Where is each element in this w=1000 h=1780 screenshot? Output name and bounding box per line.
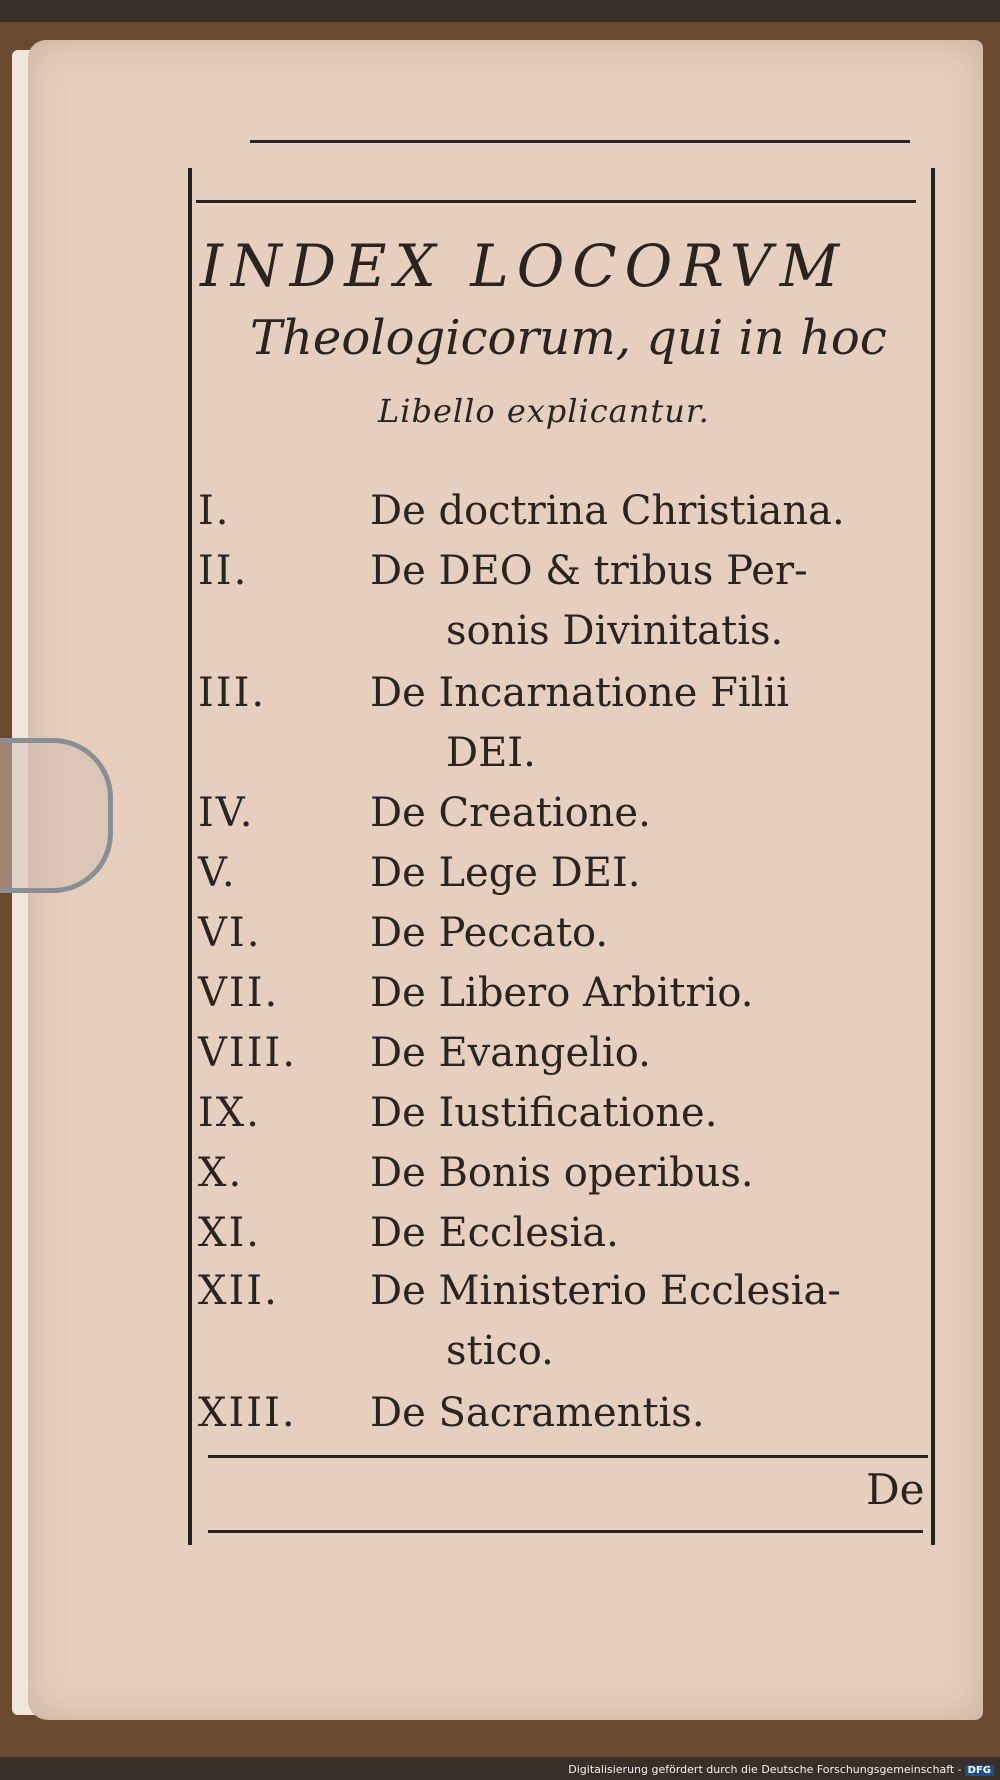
index-entry — [198, 670, 938, 776]
index-entry — [198, 1210, 938, 1268]
index-subtitle: Theologicorum, qui in hoc — [250, 310, 887, 366]
dfg-logo: DFG — [965, 1765, 994, 1776]
entry-number: III. — [198, 670, 267, 716]
index-entry — [198, 488, 938, 546]
index-entry — [198, 1150, 938, 1208]
entry-continuation: stico. — [446, 1328, 554, 1374]
entry-title: De Creatione. — [370, 790, 651, 836]
entry-title: De Lege DEI. — [370, 850, 641, 896]
index-entry — [198, 970, 938, 1028]
index-entry — [198, 1030, 938, 1088]
credit-text: Digitalisierung gefördert durch die Deutsche Forschungsgemeinschaft - — [568, 1763, 962, 1776]
entry-number: V. — [198, 850, 237, 896]
index-entry — [198, 850, 938, 908]
entry-number: VIII. — [198, 1030, 298, 1076]
digitization-credit — [568, 1763, 994, 1776]
index-entry — [198, 790, 938, 848]
entry-number: X. — [198, 1150, 244, 1196]
entry-title: De doctrina Christiana. — [370, 488, 845, 534]
entry-title: De Bonis operibus. — [370, 1150, 754, 1196]
bottom-rule — [208, 1455, 928, 1458]
entry-number: VI. — [198, 910, 262, 956]
index-entry — [198, 548, 938, 654]
book-clasp — [0, 738, 113, 893]
index-entry — [198, 910, 938, 968]
foot-rule — [208, 1530, 923, 1533]
entry-number: XIII. — [198, 1390, 297, 1436]
entry-title: De DEO & tribus Per- — [370, 548, 808, 594]
entry-title: De Libero Arbitrio. — [370, 970, 754, 1016]
entry-number: VII. — [198, 970, 280, 1016]
entry-number: II. — [198, 548, 249, 594]
entry-title: De Evangelio. — [370, 1030, 651, 1076]
entry-number: XII. — [198, 1268, 279, 1314]
entry-number: XI. — [198, 1210, 261, 1256]
entry-number: IV. — [198, 790, 255, 836]
entry-continuation: DEI. — [446, 730, 536, 776]
index-subtitle-2: Libello explicantur. — [378, 392, 710, 430]
catchword: De — [866, 1465, 925, 1514]
entry-continuation: sonis Divinitatis. — [446, 608, 784, 654]
entry-number: IX. — [198, 1090, 261, 1136]
entry-number: I. — [198, 488, 231, 534]
entry-title: De Peccato. — [370, 910, 609, 956]
heading-rule — [196, 200, 916, 203]
index-entry — [198, 1268, 938, 1374]
index-entry — [198, 1390, 938, 1448]
entry-title: De Iustificatione. — [370, 1090, 718, 1136]
top-rule — [250, 140, 910, 143]
entry-title: De Ministerio Ecclesia- — [370, 1268, 841, 1314]
index-entry — [198, 1090, 938, 1148]
entry-title: De Sacramentis. — [370, 1390, 705, 1436]
index-title: INDEX LOCORVM — [200, 232, 848, 300]
entry-title: De Incarnatione Filii — [370, 670, 790, 716]
entry-title: De Ecclesia. — [370, 1210, 619, 1256]
